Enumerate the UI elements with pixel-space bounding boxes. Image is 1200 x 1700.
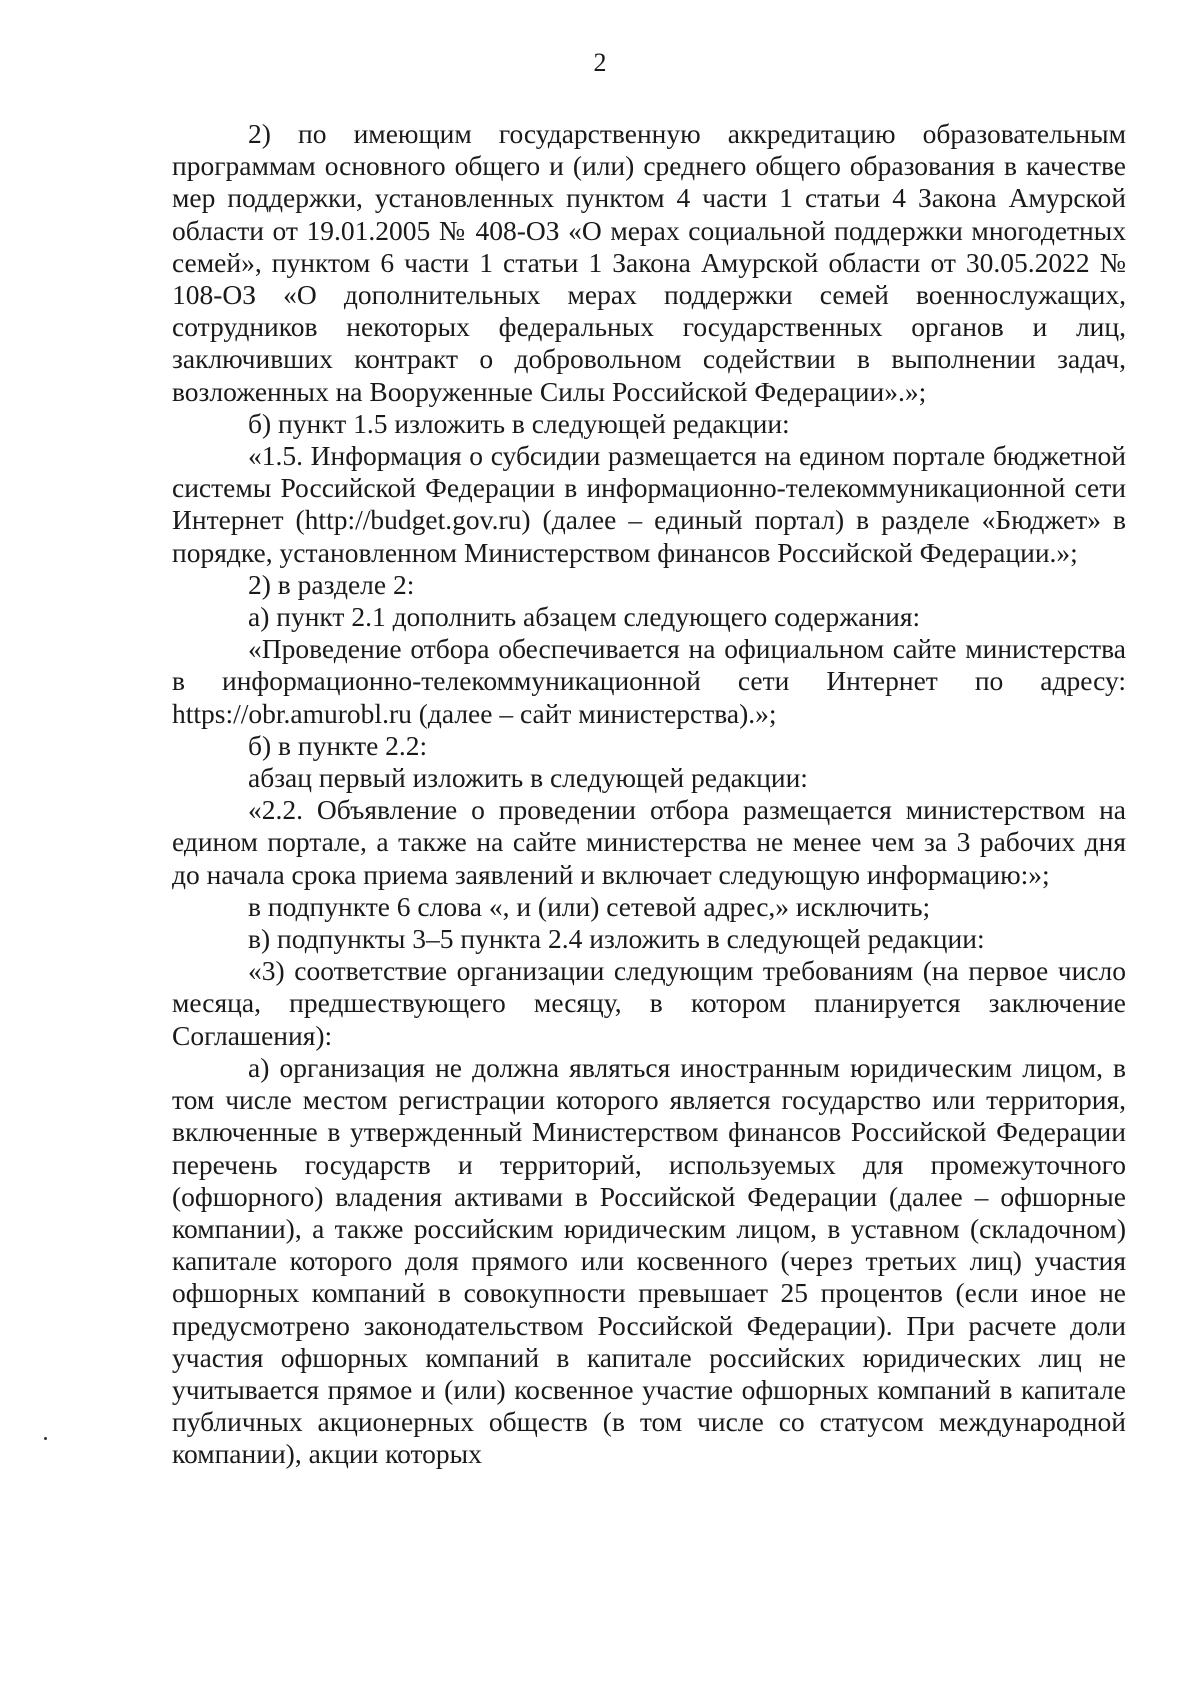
- page-number: 2: [593, 48, 607, 77]
- document-body: [172, 118, 1126, 1471]
- paragraph-4: 2) в разделе 2:: [248, 568, 415, 600]
- paragraph-3: «1.5. Информация о субсидии размещается на едином портале бюджетной системы Российской Федерации в информационно-телекоммуникационной сети Интернет (http://budget.gov.ru) (далее – единый портал) в разделе «Бюджет» в порядке, установленном Министерством финансов Российской Федерации.»;: [172, 440, 1126, 568]
- paragraph-2: б) пункт 1.5 изложить в следующей редакции:: [248, 407, 790, 439]
- paragraph-6: «Проведение отбора обеспечивается на официальном сайте министерства в информационно-телекоммуникационной сети Интернет по адресу: https://obr.amurobl.ru (далее – сайт министерства).»;: [172, 633, 1126, 729]
- scan-speck: [44, 1437, 47, 1440]
- paragraph-5: а) пункт 2.1 дополнить абзацем следующего содержания:: [248, 601, 921, 633]
- paragraph-13: а) организация не должна являться иностранным юридическим лицом, в том числе местом регистрации которого является государство или территория, включенные в утвержденный Министерством финансов Российской Федерации перечень государств и территорий, используемых для промежуточного (офшорного) владения активами в Российской Федерации (далее – офшорные компании), а также российским юридическим лицом, в уставном (складочном) капитале которого доля прямого или косвенного (через третьих лиц) участия офшорных компаний в совокупности превышает 25 процентов (если иное не предусмотрено законодательством Российской Федерации). При расчете доли участия офшорных компаний в капитале российских юридических лиц не учитывается прямое и (или) косвенное участие офшорных компаний в капитале публичных акционерных обществ (в том числе со статусом международной компании), акции которых: [172, 1051, 1126, 1470]
- paragraph-7: б) в пункте 2.2:: [248, 729, 428, 761]
- paragraph-12: «3) соответствие организации следующим требованиям (на первое число месяца, предшествующего месяцу, в котором планируется заключение Соглашения):: [172, 955, 1126, 1051]
- paragraph-11: в) подпункты 3–5 пункта 2.4 изложить в следующей редакции:: [248, 923, 985, 955]
- paragraph-8: абзац первый изложить в следующей редакции:: [248, 762, 808, 794]
- paragraph-10: в подпункте 6 слова «, и (или) сетевой адрес,» исключить;: [248, 890, 931, 922]
- paragraph-9: «2.2. Объявление о проведении отбора размещается министерством на едином портале, а также на сайте министерства не менее чем за 3 рабочих дня до начала срока приема заявлений и включает следующую информацию:»;: [172, 794, 1126, 890]
- paragraph-1: 2) по имеющим государственную аккредитацию образовательным программам основного общего и (или) среднего общего образования в качестве мер поддержки, установленных пунктом 4 части 1 статьи 4 Закона Амурской области от 19.01.2005 № 408-ОЗ «О мерах социальной поддержки многодетных семей», пунктом 6 части 1 статьи 1 Закона Амурской области от 30.05.2022 № 108-ОЗ «О дополнительных мерах поддержки семей военнослужащих, сотрудников некоторых федеральных государственных органов и лиц, заключивших контракт о добровольном содействии в выполнении задач, возложенных на Вооруженные Силы Российской Федерации».»;: [172, 118, 1126, 407]
